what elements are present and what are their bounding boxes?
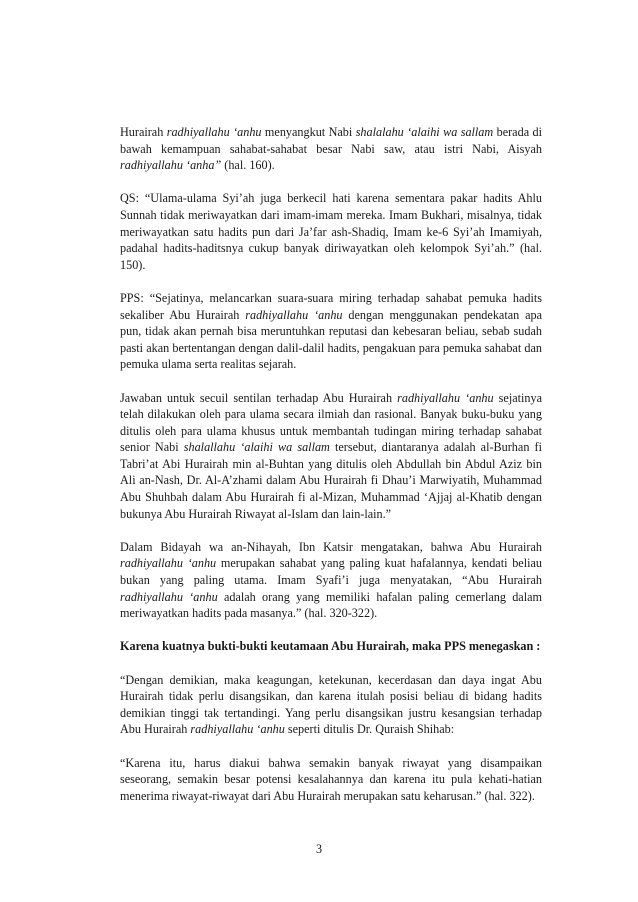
paragraph-4 xyxy=(120,390,542,523)
text-run: QS: “Ulama-ulama Syi’ah juga berkecil hati karena sementara pakar hadits Ahlu Sunnah tidak meriwayatkan dari imam-imam mereka. Imam Bukhari, misalnya, tidak meriwayatkan satu hadits pun dari Ja’far ash-Shadiq, Imam ke-6 Syi’ah Imamiyah, padahal hadits-haditsnya cukup banyak diriwayatkan oleh kelompok Syi’ah.” (hal. 150). xyxy=(120,191,542,272)
italic-term: radhiyallahu ‘anhu xyxy=(245,307,343,322)
text-run: PPS: “Sejatinya, melancarkan suara-suara miring terhadap sahabat pemuka hadits sekaliber Abu Hurairah xyxy=(120,290,542,322)
text-run: seperti ditulis Dr. Quraish Shihab: xyxy=(284,722,455,737)
text-run: Hurairah xyxy=(120,125,167,139)
text-run: adalah orang yang memiliki hafalan paling cemerlang dalam meriwayatkan hadits pada masanya.” (hal. 320-322). xyxy=(120,589,542,621)
paragraph-7 xyxy=(120,672,542,738)
italic-term: radhiyallahu ‘anhu xyxy=(166,125,262,139)
text-run: berada di bawah kemampuan sahabat-sahabat besar Nabi saw, atau istri Nabi, Aisyah xyxy=(120,125,542,156)
italic-term: radhiyallahu ‘anhu xyxy=(397,390,494,405)
italic-term: shalallahu ‘alaihi wa sallam xyxy=(183,440,330,455)
text-run: tersebut, diantaranya adalah al-Burhan fi Tabri’at Abi Hurairah min al-Buhtan yang ditulis oleh Abdullah bin Abdul Aziz bin Ali an-Nash, Dr. Al-A’zhami dalam Abu Hurairah fi Dhau’i Marwiyatih, Muhammad Abu Shuhbah dalam Abu Hurairah fi al-Mizan, Muhammad ‘Ajjaj al-Khatib dengan bukunya Abu Hurairah Riwayat al-Islam dan lain-lain.” xyxy=(120,440,542,521)
paragraph-5 xyxy=(120,539,542,622)
text-run: “Dengan demikian, maka keagungan, ketekunan, kecerdasan dan daya ingat Abu Hurairah tidak perlu disangsikan, dan karena itulah posisi beliau di bidang hadits demikian tinggi tak tertandingi. Yang perlu disangsikan justru kesangsian terhadap Abu Hurairah xyxy=(120,672,542,737)
italic-term: radhiyallahu ‘anhu xyxy=(120,556,217,571)
paragraph-3 xyxy=(120,290,542,373)
text-run: dengan menggunakan pendekatan apa pun, tidak akan pernah bisa meruntuhkan reputasi dan kebesaran beliau, sebab sudah pasti akan bertentangan dengan dalil-dalil hadits, pengakuan para pemuka sahabat dan pemuka ulama serta realitas sejarah. xyxy=(120,307,542,372)
text-run: sejatinya telah dilakukan oleh para ulama secara ilmiah dan rasional. Banyak buku-buku yang ditulis oleh para ulama khusus untuk membantah tudingan miring terhadap sahabat senior Nabi xyxy=(120,390,542,455)
italic-term: radhiyallahu ‘anhu xyxy=(190,722,285,737)
text-run: Karena kuatnya bukti-bukti keutamaan Abu Hurairah, maka PPS menegaskan : xyxy=(120,639,541,654)
italic-term: shalalahu ‘alaihi wa sallam xyxy=(355,125,494,139)
paragraph-6-heading xyxy=(120,638,542,655)
page-number: 3 xyxy=(315,842,323,856)
text-run: merupakan sahabat yang paling kuat hafalannya, kendati beliau bukan yang paling utama. Imam Syafi’i juga menyatakan, “Abu Hurairah xyxy=(120,556,542,588)
italic-term: radhiyallahu ‘anha” xyxy=(120,158,222,173)
text-run: Jawaban untuk secuil sentilan terhadap Abu Hurairah xyxy=(120,390,398,405)
italic-term: radhiyallahu ‘anhu xyxy=(120,589,218,604)
paragraph-8 xyxy=(120,755,542,805)
text-run: menyangkut Nabi xyxy=(261,125,356,139)
text-run: “Karena itu, harus diakui bahwa semakin banyak riwayat yang disampaikan seseorang, semakin besar potensi kesalahannya dan karena itu pula kehati-hatian menerima riwayat-riwayat dari Abu Hurairah merupakan satu keharusan.” (hal. 322). xyxy=(120,755,542,803)
text-run: Dalam Bidayah wa an-Nihayah, Ibn Katsir mengatakan, bahwa Abu Hurairah xyxy=(120,539,542,554)
text-run: (hal. 160). xyxy=(221,158,275,173)
document-body xyxy=(120,124,542,821)
paragraph-2 xyxy=(120,190,542,273)
paragraph-1 xyxy=(120,124,542,174)
